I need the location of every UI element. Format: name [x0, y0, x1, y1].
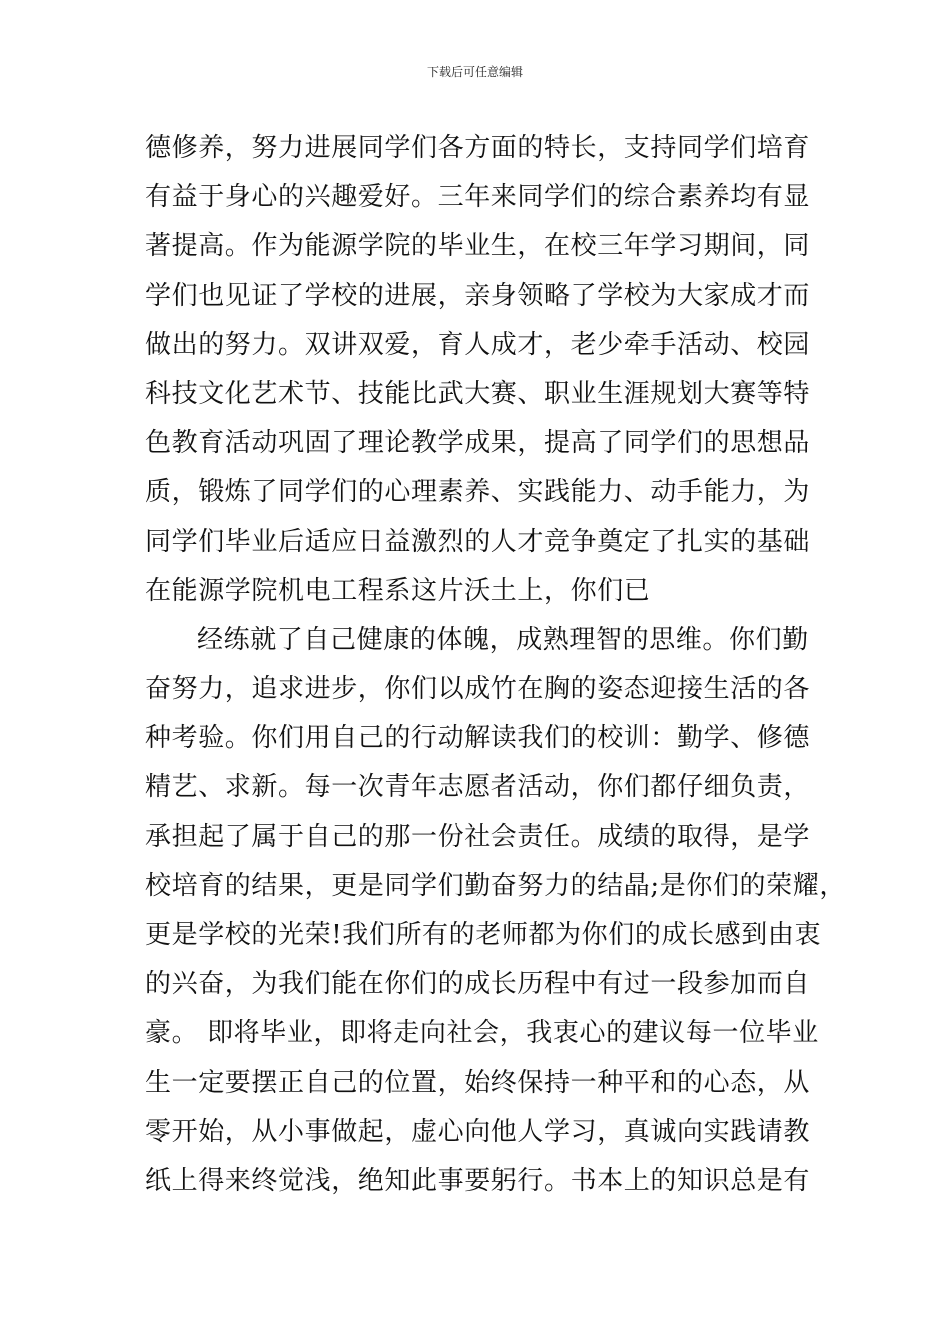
body-line: 零开始，从小事做起，虚心向他人学习，真诚向实践请教: [145, 1116, 811, 1147]
body-line: 奋努力，追求进步，你们以成竹在胸的姿态迎接生活的各: [145, 674, 811, 705]
body-line: 著提高。作为能源学院的毕业生，在校三年学习期间，同: [145, 231, 811, 262]
page-header: 下载后可任意编辑: [426, 65, 523, 79]
body-line: 承担起了属于自己的那一份社会责任。成绩的取得，是学: [145, 821, 811, 852]
body-line: 在能源学院机电工程系这片沃土上，你们已: [145, 575, 651, 606]
body-line: 德修养，努力进展同学们各方面的特长，支持同学们培育: [145, 133, 811, 163]
document-body: [145, 124, 846, 1206]
body-line: 生一定要摆正自己的位置，始终保持一种平和的心态，从: [145, 1067, 811, 1098]
body-line: 纸上得来终觉浅，绝知此事要躬行。书本上的知识总是有: [145, 1165, 811, 1196]
body-line: 同学们毕业后适应日益激烈的人才竞争奠定了扎实的基础: [145, 526, 811, 557]
body-line: 科技文化艺术节、技能比武大赛、职业生涯规划大赛等特: [145, 378, 811, 409]
body-line: 质，锻炼了同学们的心理素养、实践能力、动手能力，为: [145, 477, 811, 508]
body-line: 种考验。你们用自己的行动解读我们的校训：勤学、修德: [145, 723, 811, 754]
body-line: 的兴奋，为我们能在你们的成长历程中有过一段参加而自: [145, 969, 811, 1000]
body-line: 有益于身心的兴趣爱好。三年来同学们的综合素养均有显: [145, 182, 811, 213]
body-line: 做出的努力。双讲双爱，育人成才，老少牵手活动、校园: [145, 329, 811, 360]
body-line: 学们也见证了学校的进展，亲身领略了学校为大家成才而: [145, 280, 811, 311]
body-line: 校培育的结果，更是同学们勤奋努力的结晶;是你们的荣耀，: [145, 870, 846, 901]
body-line: 精艺、求新。每一次青年志愿者活动，你们都仔细负责，: [145, 772, 811, 803]
paragraph-start-line: 经练就了自己健康的体魄，成熟理智的思维。你们勤: [197, 624, 809, 655]
body-line: 豪。 即将毕业，即将走向社会，我衷心的建议每一位毕业: [145, 1018, 819, 1049]
body-line: 色教育活动巩固了理论教学成果，提高了同学们的思想品: [145, 428, 811, 459]
body-line: 更是学校的光荣!我们所有的老师都为你们的成长感到由衷: [145, 920, 822, 950]
